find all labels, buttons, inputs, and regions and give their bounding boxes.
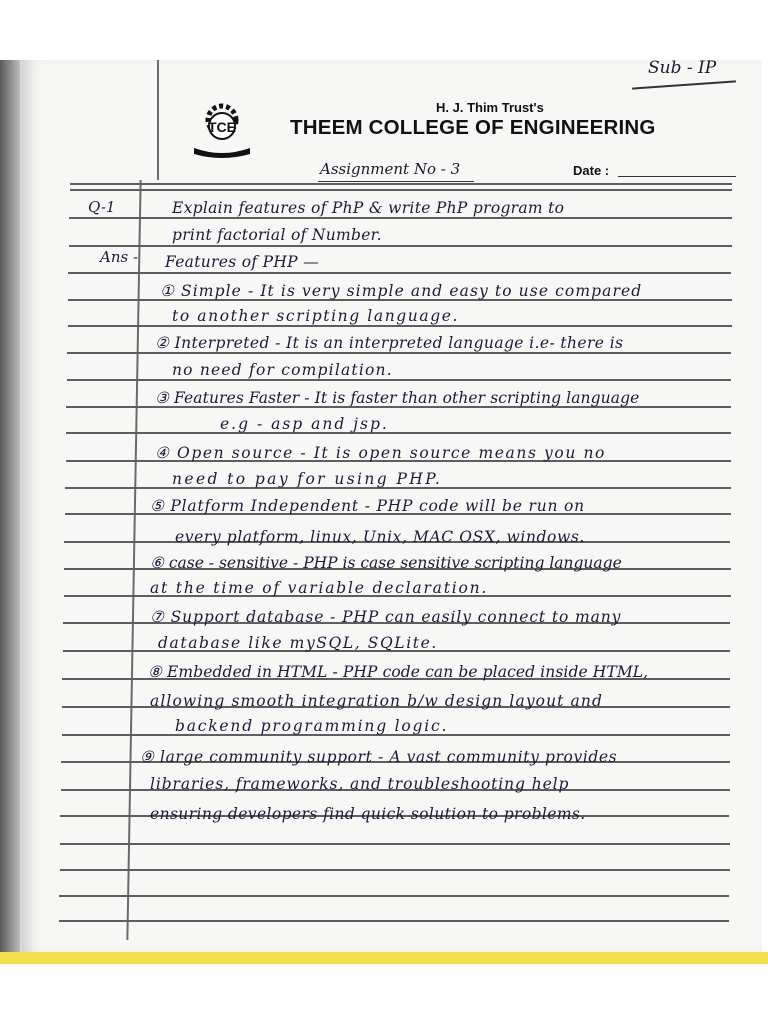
date-label: Date :	[573, 163, 610, 178]
assignment-underline	[318, 181, 474, 182]
answer-line: ① Simple - It is very simple and easy to use compared	[160, 282, 643, 300]
answer-line: Features of PHP —	[165, 253, 319, 271]
college-logo-icon	[190, 98, 254, 160]
ruled-line	[69, 217, 732, 219]
ruled-line	[67, 379, 731, 381]
question-label: Q-1	[88, 198, 116, 216]
college-name: THEEM COLLEGE OF ENGINEERING	[290, 116, 656, 139]
answer-line: ⑨ large community support - A vast community provides	[140, 748, 618, 766]
ruled-line	[59, 895, 729, 897]
date-line	[618, 176, 736, 177]
answer-line: need to pay for using PHP.	[172, 470, 443, 488]
answer-line: e.g - asp and jsp.	[220, 415, 389, 433]
ruled-line	[66, 432, 731, 434]
ruled-line	[67, 352, 731, 354]
trust-name: H. J. Thim Trust's	[436, 100, 544, 115]
answer-line: libraries, frameworks, and troubleshooting help	[150, 775, 570, 793]
answer-line: every platform, linux, Unix, MAC OSX, windows.	[175, 528, 585, 546]
ruled-line	[70, 189, 732, 191]
answer-line: ensuring developers find quick solution to problems.	[150, 805, 586, 823]
answer-line: ⑥ case - sensitive - PHP is case sensitive scripting language	[150, 554, 622, 572]
answer-line: at the time of variable declaration.	[150, 579, 489, 597]
ruled-line	[68, 272, 731, 274]
background-top	[0, 0, 768, 62]
answer-line: allowing smooth integration b/w design layout and	[150, 692, 603, 710]
ruled-line	[59, 920, 729, 922]
answer-line: no need for compilation.	[172, 361, 393, 379]
question-line: print factorial of Number.	[172, 226, 382, 244]
answer-line: ⑤ Platform Independent - PHP code will be run on	[150, 497, 585, 515]
answer-line: to another scripting language.	[172, 307, 460, 325]
answer-line: ④ Open source - It is open source means you no	[155, 444, 606, 462]
answer-line: ② Interpreted - It is an interpreted language i.e- there is	[155, 334, 624, 352]
ruled-line	[60, 869, 730, 871]
subject-note: Sub - IP	[648, 58, 717, 78]
ruled-line	[68, 325, 732, 327]
assignment-title: Assignment No - 3	[320, 160, 461, 178]
logo-text: TCE	[208, 119, 236, 135]
ruled-line	[60, 843, 730, 845]
answer-line: database like mySQL, SQLite.	[158, 634, 438, 652]
background-bottom	[0, 964, 768, 1024]
answer-line: ③ Features Faster - It is faster than other scripting language	[155, 389, 640, 407]
answer-line: ⑧ Embedded in HTML - PHP code can be placed inside HTML,	[148, 663, 649, 681]
ruled-line	[69, 245, 732, 247]
answer-line: backend programming logic.	[175, 717, 449, 735]
question-line: Explain features of PhP & write PhP program to	[172, 199, 565, 217]
header-margin-line	[157, 60, 159, 180]
answer-line: ⑦ Support database - PHP can easily connect to many	[150, 608, 622, 626]
yellow-surface	[0, 952, 768, 964]
ruled-line	[70, 183, 732, 185]
answer-label: Ans -	[100, 248, 139, 266]
